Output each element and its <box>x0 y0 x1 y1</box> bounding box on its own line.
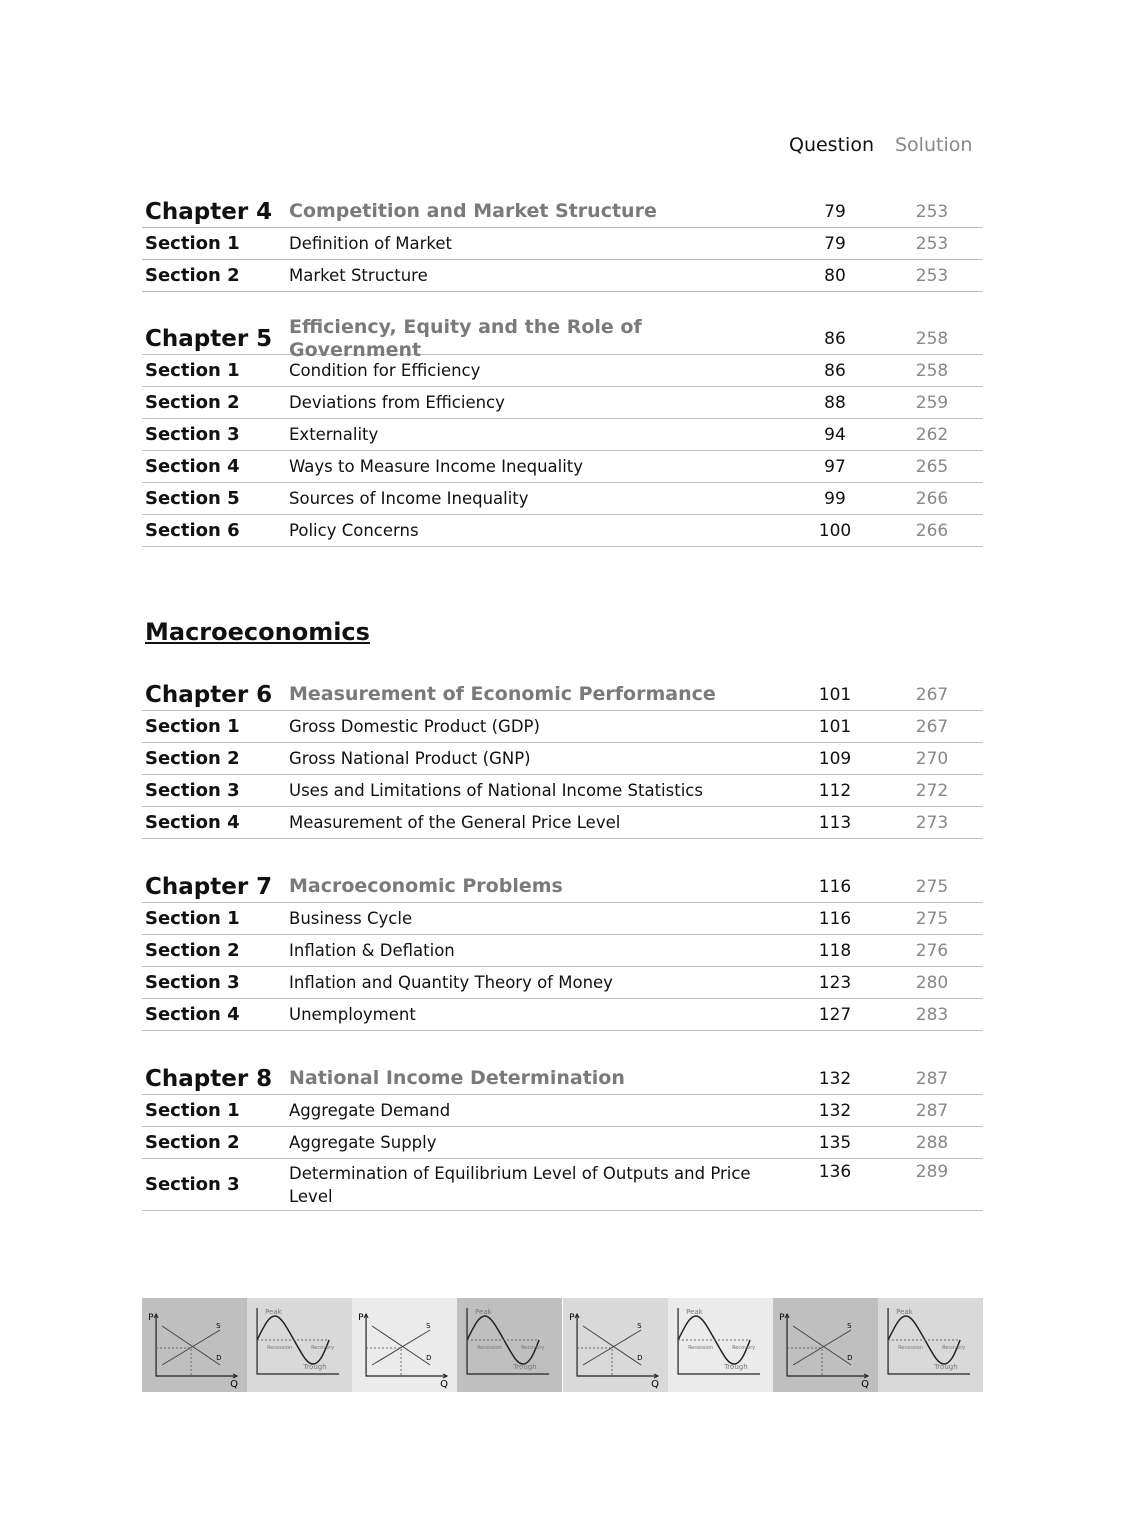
section-row-question-page: 80 <box>824 265 846 286</box>
solution-column-header: Solution <box>895 134 973 156</box>
section-row[interactable] <box>142 260 983 292</box>
business-cycle-chart-icon <box>457 1298 562 1392</box>
chapter-row-label: Chapter 7 <box>145 873 273 900</box>
section-row-title: Condition for Efficiency <box>289 361 481 380</box>
section-row-title: Market Structure <box>289 266 428 285</box>
section-row-question-page: 109 <box>818 748 852 769</box>
section-row-question-page: 101 <box>818 716 852 737</box>
supply-demand-chart-icon <box>352 1298 457 1392</box>
section-row[interactable] <box>142 935 983 967</box>
section-row-solution-page: 288 <box>915 1132 949 1153</box>
section-row-label: Section 2 <box>145 392 240 413</box>
svg-text:S: S <box>426 1322 431 1330</box>
chapter-block <box>142 871 983 1031</box>
section-row-label: Section 1 <box>145 1100 240 1121</box>
section-row-title: Aggregate Supply <box>289 1133 437 1152</box>
svg-text:Recovery: Recovery <box>731 1345 755 1351</box>
section-row-label: Section 5 <box>145 488 240 509</box>
section-row[interactable] <box>142 775 983 807</box>
svg-text:Recovery: Recovery <box>311 1345 335 1351</box>
decorative-chart-strip <box>142 1298 983 1392</box>
section-row-question-page: 99 <box>824 488 846 509</box>
svg-text:Peak: Peak <box>265 1308 282 1316</box>
section-row-question-page: 86 <box>824 360 846 381</box>
section-row-question-page: 135 <box>818 1132 852 1153</box>
svg-text:D: D <box>426 1354 432 1362</box>
svg-text:P: P <box>148 1313 154 1323</box>
svg-text:Peak: Peak <box>895 1308 913 1316</box>
business-cycle-chart-icon <box>878 1298 983 1392</box>
section-row-title: Aggregate Demand <box>289 1101 451 1120</box>
svg-text:P: P <box>568 1313 574 1323</box>
section-row-label: Section 2 <box>145 748 240 769</box>
chapter-row[interactable] <box>142 196 983 228</box>
section-row-solution-page: 266 <box>915 488 949 509</box>
section-row[interactable] <box>142 515 983 547</box>
chapter-row-title: Measurement of Economic Performance <box>289 683 716 705</box>
chapter-row-label: Chapter 5 <box>145 325 273 352</box>
section-row-label: Section 3 <box>145 780 240 801</box>
supply-demand-chart-icon <box>142 1298 247 1392</box>
section-row[interactable] <box>142 483 983 515</box>
chapter-row-label: Chapter 4 <box>145 198 273 225</box>
svg-text:Q: Q <box>230 1379 238 1390</box>
section-row-title: Sources of Income Inequality <box>289 489 529 508</box>
section-row[interactable] <box>142 387 983 419</box>
svg-text:Trough: Trough <box>933 1363 958 1371</box>
section-row[interactable] <box>142 743 983 775</box>
section-row[interactable] <box>142 228 983 260</box>
section-row-label: Section 1 <box>145 360 240 381</box>
section-row-question-page: 113 <box>818 812 852 833</box>
section-row-title: Inflation & Deflation <box>289 941 455 960</box>
section-row-question-page: 94 <box>824 424 846 445</box>
svg-text:Recovery: Recovery <box>521 1345 545 1351</box>
section-row-label: Section 4 <box>145 1004 240 1025</box>
section-row[interactable] <box>142 1127 983 1159</box>
question-column-header: Question <box>789 134 874 156</box>
section-row-question-page: 132 <box>818 1100 852 1121</box>
svg-text:Q: Q <box>650 1379 659 1390</box>
svg-text:D: D <box>846 1354 853 1362</box>
section-row-title: Definition of Market <box>289 234 453 253</box>
section-row-solution-page: 262 <box>915 424 949 445</box>
svg-text:S: S <box>636 1322 642 1330</box>
chapter-row[interactable] <box>142 315 983 361</box>
section-row-solution-page: 253 <box>915 265 949 286</box>
section-row[interactable] <box>142 903 983 935</box>
section-row-title: Business Cycle <box>289 909 413 928</box>
chapter-row-title: Macroeconomic Problems <box>289 875 563 897</box>
chapter-row-question-page: 132 <box>818 1068 852 1089</box>
section-row-label: Section 1 <box>145 233 240 254</box>
supply-demand-chart-icon <box>563 1298 668 1392</box>
supply-demand-chart-icon <box>773 1298 878 1392</box>
section-row-question-page: 136 <box>818 1162 852 1182</box>
svg-text:Recession: Recession <box>687 1345 713 1351</box>
svg-text:Recession: Recession <box>267 1345 293 1351</box>
section-row-solution-page: 259 <box>915 392 949 413</box>
section-row[interactable] <box>142 1159 983 1211</box>
section-row-label: Section 1 <box>145 716 240 737</box>
chapter-row-label: Chapter 6 <box>145 681 273 708</box>
section-row-title: Gross Domestic Product (GDP) <box>289 717 540 736</box>
svg-text:Peak: Peak <box>685 1308 703 1316</box>
section-row-label: Section 4 <box>145 812 240 833</box>
chapter-row-solution-page: 267 <box>915 684 949 705</box>
section-row-solution-page: 275 <box>915 908 949 929</box>
svg-text:S: S <box>846 1322 852 1330</box>
section-row-solution-page: 265 <box>915 456 949 477</box>
section-row-label: Section 3 <box>145 972 240 993</box>
section-row-label: Section 1 <box>145 908 240 929</box>
section-row-question-page: 123 <box>818 972 852 993</box>
chapter-row-solution-page: 258 <box>915 328 949 349</box>
section-row-title: Deviations from Efficiency <box>289 393 505 412</box>
section-row-title: Determination of Equilibrium Level of Outputs and Price Level <box>289 1163 751 1206</box>
section-row[interactable] <box>142 1095 983 1127</box>
section-row[interactable] <box>142 999 983 1031</box>
chapter-block <box>142 196 983 292</box>
svg-text:Trough: Trough <box>513 1363 538 1371</box>
section-row-label: Section 2 <box>145 1132 240 1153</box>
chapter-row-solution-page: 287 <box>915 1068 949 1089</box>
section-row-label: Section 4 <box>145 456 240 477</box>
section-row-solution-page: 267 <box>915 716 949 737</box>
chapter-row[interactable] <box>142 871 983 903</box>
section-row-solution-page: 270 <box>915 748 949 769</box>
section-row-title: Policy Concerns <box>289 521 419 540</box>
section-row-question-page: 88 <box>824 392 846 413</box>
svg-text:D: D <box>636 1354 642 1362</box>
svg-text:D: D <box>216 1354 222 1362</box>
svg-text:Recovery: Recovery <box>941 1345 966 1351</box>
section-row-question-page: 118 <box>818 940 852 961</box>
svg-text:Recession: Recession <box>477 1345 503 1351</box>
section-row-question-page: 112 <box>818 780 852 801</box>
svg-text:P: P <box>778 1313 785 1323</box>
section-row-solution-page: 289 <box>915 1162 949 1182</box>
section-row-label: Section 2 <box>145 265 240 286</box>
chapter-block <box>142 1063 983 1211</box>
section-row-label: Section 3 <box>145 424 240 445</box>
chapter-block <box>142 315 983 547</box>
svg-text:Q: Q <box>860 1379 869 1390</box>
chapter-row-title: Competition and Market Structure <box>289 200 657 222</box>
chapter-row-label: Chapter 8 <box>145 1065 273 1092</box>
section-row-question-page: 116 <box>818 908 852 929</box>
business-cycle-chart-icon <box>668 1298 773 1392</box>
chapter-row[interactable] <box>142 1063 983 1095</box>
section-row-question-page: 79 <box>824 233 846 254</box>
svg-text:Recession: Recession <box>897 1345 923 1351</box>
svg-text:P: P <box>358 1313 364 1323</box>
section-row[interactable] <box>142 451 983 483</box>
section-row-question-page: 100 <box>818 520 852 541</box>
section-row-title: Uses and Limitations of National Income Statistics <box>289 781 703 800</box>
section-row-label: Section 2 <box>145 940 240 961</box>
section-row-question-page: 127 <box>818 1004 852 1025</box>
section-row-solution-page: 253 <box>915 233 949 254</box>
section-row-title: Inflation and Quantity Theory of Money <box>289 973 613 992</box>
chapter-row-title: Efficiency, Equity and the Role of Government <box>289 315 642 361</box>
chapter-row-title: National Income Determination <box>289 1067 625 1089</box>
section-row[interactable] <box>142 711 983 743</box>
chapter-row-solution-page: 275 <box>915 876 949 897</box>
section-row[interactable] <box>142 355 983 387</box>
section-row-solution-page: 283 <box>915 1004 949 1025</box>
svg-text:Trough: Trough <box>303 1363 327 1371</box>
chapter-row-question-page: 116 <box>818 876 852 897</box>
section-row-solution-page: 276 <box>915 940 949 961</box>
chapter-row-question-page: 86 <box>824 328 846 349</box>
section-row-title: Measurement of the General Price Level <box>289 813 621 832</box>
section-row-title: Unemployment <box>289 1005 416 1024</box>
chapter-row-solution-page: 253 <box>915 201 949 222</box>
section-row-title: Externality <box>289 425 379 444</box>
macroeconomics-heading: Macroeconomics <box>145 618 370 646</box>
section-row-label: Section 6 <box>145 520 240 541</box>
section-row-title: Gross National Product (GNP) <box>289 749 531 768</box>
section-row-solution-page: 280 <box>915 972 949 993</box>
chapter-block <box>142 679 983 839</box>
business-cycle-chart-icon <box>247 1298 352 1392</box>
svg-text:Peak: Peak <box>475 1308 493 1316</box>
section-row-solution-page: 273 <box>915 812 949 833</box>
section-row-solution-page: 258 <box>915 360 949 381</box>
section-row[interactable] <box>142 967 983 999</box>
svg-text:S: S <box>216 1322 221 1330</box>
section-row-title: Ways to Measure Income Inequality <box>289 457 584 476</box>
section-row-label: Section 3 <box>145 1174 240 1195</box>
section-row[interactable] <box>142 807 983 839</box>
svg-text:Trough: Trough <box>723 1363 748 1371</box>
chapter-row-question-page: 79 <box>824 201 846 222</box>
section-row-solution-page: 272 <box>915 780 949 801</box>
section-row[interactable] <box>142 419 983 451</box>
section-row-solution-page: 287 <box>915 1100 949 1121</box>
section-row-question-page: 97 <box>824 456 846 477</box>
chapter-row[interactable] <box>142 679 983 711</box>
svg-text:Q: Q <box>440 1379 449 1390</box>
section-row-solution-page: 266 <box>915 520 949 541</box>
chapter-row-question-page: 101 <box>818 684 852 705</box>
